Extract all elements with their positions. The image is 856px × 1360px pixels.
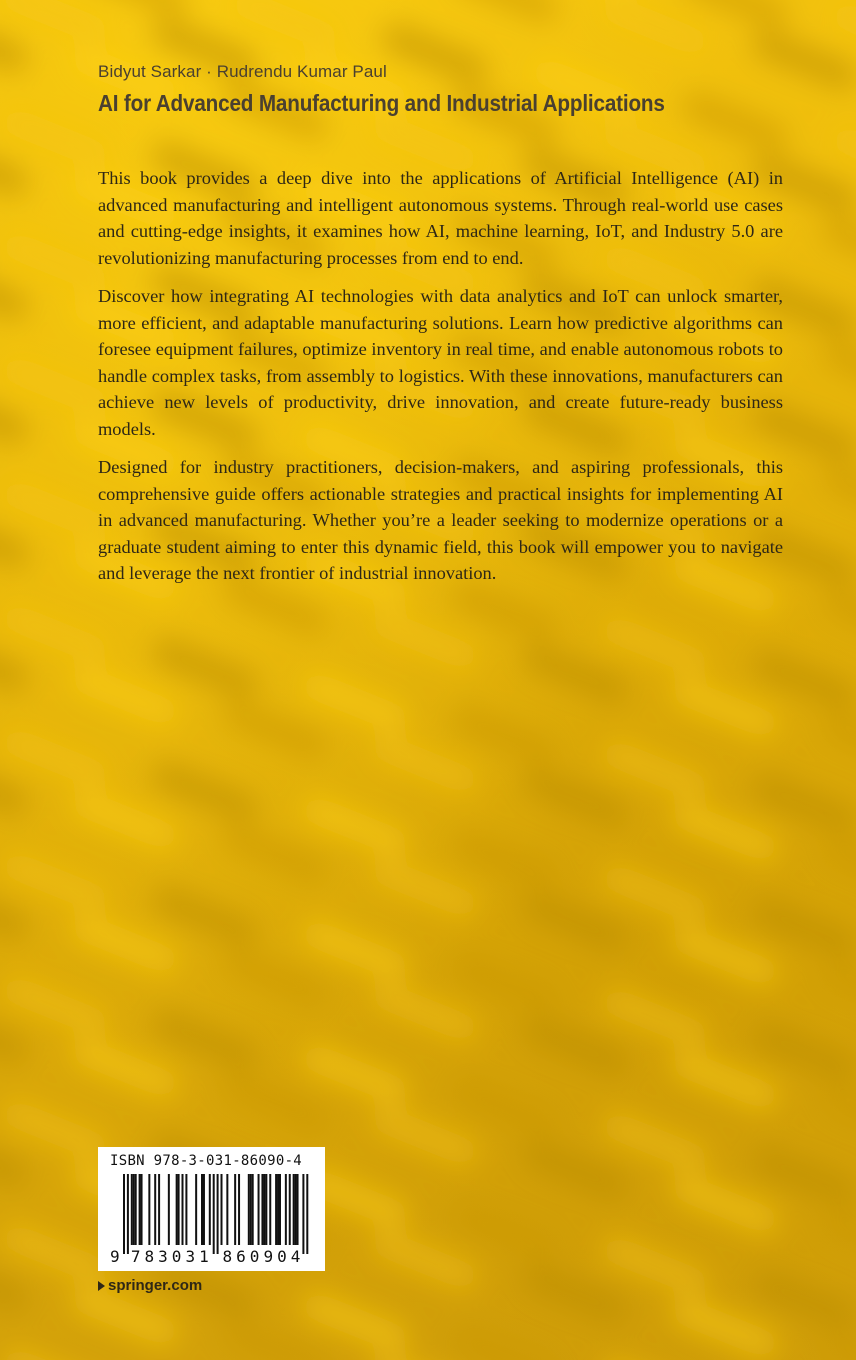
texture-blob	[519, 764, 631, 831]
barcode-bar	[131, 1174, 133, 1245]
texture-blob	[669, 922, 781, 989]
barcode-bar	[293, 1174, 295, 1245]
barcode-bar	[269, 1174, 271, 1245]
barcode-bar	[263, 1174, 265, 1245]
texture-blob	[69, 1034, 181, 1101]
barcode-digit: 7	[130, 1247, 141, 1266]
texture-blob	[599, 612, 711, 679]
texture-blob	[599, 736, 711, 803]
texture-blob	[669, 1170, 781, 1237]
barcode-bar	[203, 1174, 205, 1245]
texture-blob	[599, 1108, 711, 1175]
barcode-digit: 4	[290, 1247, 301, 1266]
texture-blob	[0, 504, 31, 571]
barcode-bar	[250, 1174, 252, 1245]
texture-blob	[449, 1198, 561, 1265]
texture-blob	[819, 460, 856, 527]
texture-blob	[0, 1124, 31, 1191]
barcode-digit: 8	[222, 1247, 233, 1266]
barcode-bar	[289, 1174, 291, 1245]
barcode-bar	[213, 1174, 215, 1254]
texture-blob	[0, 1000, 31, 1067]
barcode-bar	[297, 1174, 299, 1245]
isbn-label: ISBN 978-3-031-86090-4	[110, 1153, 303, 1169]
texture-blob	[149, 634, 261, 701]
texture-blob	[219, 1316, 331, 1360]
texture-blob	[0, 0, 111, 48]
barcode-bar	[185, 1174, 187, 1245]
texture-blob	[219, 1068, 331, 1135]
texture-blob	[819, 212, 856, 279]
texture-blob	[679, 0, 791, 32]
barcode-bar	[261, 1174, 263, 1245]
barcode-bar	[127, 1174, 129, 1254]
barcode-digit: 3	[185, 1247, 196, 1266]
texture-blob	[369, 854, 481, 921]
arrow-right-icon	[98, 1281, 105, 1291]
texture-blob	[149, 882, 261, 949]
isbn-barcode	[98, 1147, 325, 1271]
texture-blob	[219, 944, 331, 1011]
texture-blob	[519, 640, 631, 707]
texture-blob	[0, 1344, 111, 1360]
publisher-link[interactable]	[98, 1277, 202, 1294]
texture-blob	[829, 0, 856, 66]
texture-blob	[299, 792, 411, 859]
barcode-bar	[148, 1174, 150, 1245]
texture-blob	[149, 758, 261, 825]
texture-blob	[669, 798, 781, 865]
texture-blob	[819, 708, 856, 775]
texture-blob	[819, 336, 856, 403]
barcode-bar	[176, 1174, 178, 1245]
texture-blob	[449, 950, 561, 1017]
texture-blob	[0, 600, 111, 667]
barcode-bar	[277, 1174, 279, 1245]
texture-blob	[819, 832, 856, 899]
texture-blob	[0, 8, 31, 75]
barcode-bar	[217, 1174, 219, 1254]
texture-blob	[369, 978, 481, 1045]
barcode-bar	[258, 1174, 260, 1245]
texture-blob	[449, 0, 561, 26]
barcode-digit: 9	[263, 1247, 274, 1266]
texture-blob	[0, 256, 31, 323]
texture-blob	[819, 1328, 856, 1360]
barcode-bar	[302, 1174, 304, 1254]
barcode-bar	[295, 1174, 297, 1245]
texture-blob	[369, 730, 481, 797]
texture-blob	[0, 476, 111, 543]
texture-blob	[519, 1260, 631, 1327]
texture-blob	[299, 668, 411, 735]
book-title: AI for Advanced Manufacturing and Industrial Applications	[98, 90, 665, 116]
texture-blob	[519, 1012, 631, 1079]
texture-blob	[749, 770, 856, 837]
texture-blob	[749, 646, 856, 713]
texture-blob	[749, 1142, 856, 1209]
texture-blob	[0, 1096, 111, 1163]
barcode-digit: 9	[110, 1247, 120, 1266]
texture-blob	[299, 916, 411, 983]
barcode-bar	[279, 1174, 281, 1245]
texture-blob	[299, 1040, 411, 1107]
texture-blob	[749, 894, 856, 961]
book-authors: Bidyut Sarkar · Rudrendu Kumar Paul	[98, 62, 387, 81]
description-paragraph: Discover how integrating AI technologies with data analytics and IoT can unlock smarter, more efficient, and adaptable manufacturing solutions. Learn how predictive algorithms can foresee equipment failures, optimize inventory in real time, and enable autonomous robots to handle complex tasks, from assembly to logistics. With these innovations, manufacturers can achieve new levels of productivity, drive innovation, and create future-ready business models.	[98, 286, 783, 439]
texture-blob	[369, 1102, 481, 1169]
barcode-bar	[135, 1174, 137, 1245]
texture-blob	[0, 876, 31, 943]
barcode-bar	[226, 1174, 228, 1245]
barcode-bar	[275, 1174, 277, 1245]
texture-blob	[0, 352, 111, 419]
book-description	[98, 165, 783, 599]
texture-blob	[749, 1266, 856, 1333]
barcode-bar	[123, 1174, 125, 1254]
description-paragraph: This book provides a deep dive into the applications of Artificial Intelligence (AI) in advanced manufacturing and intelligent autonomous systems. Through real-world use cases and cutting-edge insights, it examines how AI, machine learning, IoT, and Industry 5.0 are revolutionizing manufacturing processes from end to end.	[98, 168, 783, 268]
texture-blob	[669, 1046, 781, 1113]
barcode-bar	[195, 1174, 197, 1245]
texture-blob	[229, 0, 341, 54]
texture-blob	[299, 1288, 411, 1355]
texture-blob	[0, 972, 111, 1039]
texture-blob	[679, 88, 791, 155]
barcode-bar	[248, 1174, 250, 1245]
texture-blob	[0, 1220, 111, 1287]
texture-blob	[0, 104, 111, 171]
texture-blob	[449, 1322, 561, 1360]
publisher-url[interactable]: springer.com	[108, 1277, 203, 1294]
texture-blob	[69, 786, 181, 853]
texture-blob	[599, 984, 711, 1051]
barcode-digits	[98, 1247, 325, 1269]
texture-blob	[829, 122, 856, 189]
texture-blob	[819, 1204, 856, 1271]
barcode-digit: 0	[277, 1247, 287, 1266]
description-paragraph: Designed for industry practitioners, decision-makers, and aspiring professionals, this comprehensive guide offers actionable strategies and practical insights for implementing AI in advanced manufacturing. Whether you’re a leader seeking to modernize operations or a graduate student aiming to enter this dynamic field, this book will empower you to navigate and leverage the next frontier of industrial innovation.	[98, 457, 783, 583]
texture-blob	[0, 132, 31, 199]
barcode-bar	[306, 1174, 308, 1254]
barcode-bar	[139, 1174, 141, 1245]
texture-blob	[0, 1248, 31, 1315]
texture-blob	[369, 606, 481, 673]
barcode-bar	[285, 1174, 287, 1245]
texture-blob	[819, 1080, 856, 1147]
texture-blob	[599, 860, 711, 927]
texture-blob	[69, 662, 181, 729]
texture-blob	[449, 826, 561, 893]
texture-blob	[749, 26, 856, 93]
barcode-bar	[209, 1174, 211, 1245]
barcode-bar	[182, 1174, 184, 1245]
barcode-bar	[168, 1174, 170, 1245]
barcode-bar	[238, 1174, 240, 1245]
barcode-digit: 1	[199, 1247, 209, 1266]
texture-blob	[369, 1226, 481, 1293]
barcode-bar	[178, 1174, 180, 1245]
texture-blob	[819, 584, 856, 651]
texture-blob	[819, 956, 856, 1023]
texture-blob	[0, 724, 111, 791]
barcode-bar	[201, 1174, 203, 1245]
texture-blob	[669, 674, 781, 741]
barcode-digit: 6	[236, 1247, 246, 1266]
barcode-bar	[158, 1174, 160, 1245]
barcode-bar	[154, 1174, 156, 1245]
texture-blob	[599, 1356, 711, 1360]
texture-blob	[0, 848, 111, 915]
barcode-digit: 3	[158, 1247, 168, 1266]
texture-blob	[69, 910, 181, 977]
barcode-bar	[252, 1174, 254, 1245]
texture-blob	[599, 1232, 711, 1299]
barcode-digit: 0	[249, 1247, 260, 1266]
texture-blob	[519, 1136, 631, 1203]
texture-blob	[219, 820, 331, 887]
barcode-bar	[141, 1174, 143, 1245]
barcode-bar	[221, 1174, 223, 1245]
texture-blob	[0, 380, 31, 447]
barcode-bar	[133, 1174, 135, 1245]
texture-blob	[669, 1294, 781, 1360]
texture-blob	[519, 888, 631, 955]
texture-blob	[379, 20, 491, 87]
texture-blob	[219, 696, 331, 763]
texture-blob	[749, 1018, 856, 1085]
texture-blob	[0, 628, 31, 695]
texture-blob	[149, 1006, 261, 1073]
barcode-digit: 0	[171, 1247, 182, 1266]
barcode-bar	[234, 1174, 236, 1245]
texture-blob	[449, 1074, 561, 1141]
texture-blob	[449, 702, 561, 769]
barcode-bar	[265, 1174, 267, 1245]
texture-blob	[0, 228, 111, 295]
texture-blob	[599, 0, 711, 60]
texture-blob	[0, 752, 31, 819]
barcode-digit: 8	[144, 1247, 155, 1266]
